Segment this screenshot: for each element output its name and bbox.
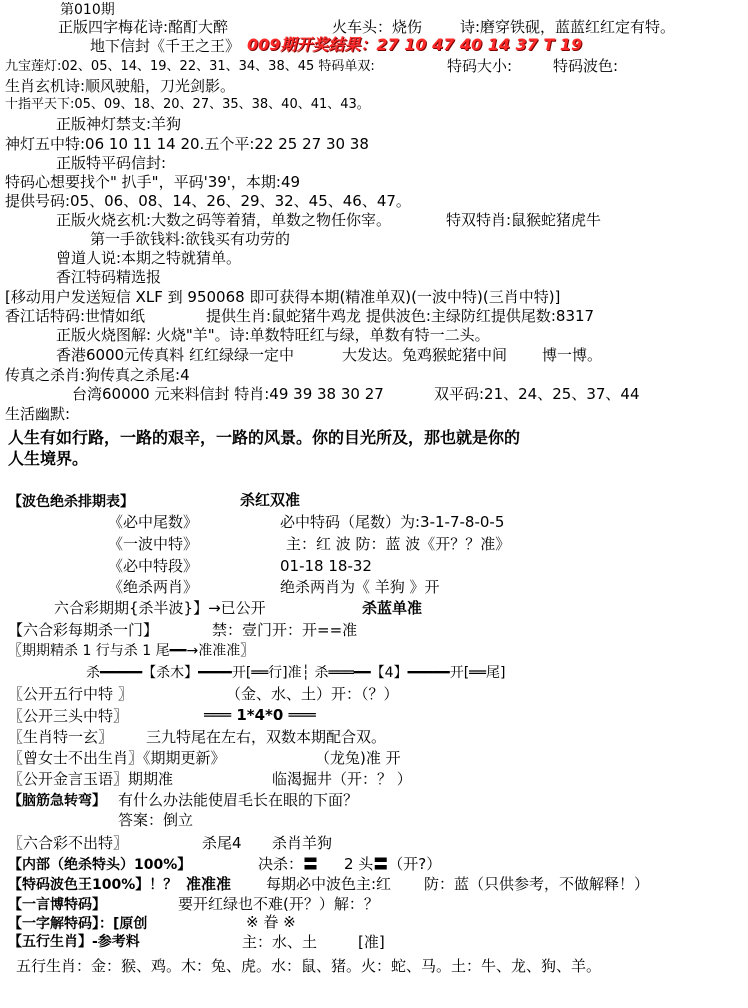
ms-zeng-value: （龙兔)准 开: [315, 749, 401, 767]
plum-poem: 正版四字梅花诗:酩酊大醉: [58, 18, 229, 36]
provided-numbers: 提供号码:05、06、08、14、26、29、32、45、46、47。: [5, 192, 411, 210]
hk-fax: 香港6000元传真料 红红绿绿一定中: [56, 346, 294, 364]
wave-king-main: 每期必中波色主:红: [266, 875, 392, 893]
poem-line: 诗:磨穿铁砚，蓝蓝红红定有特。: [460, 18, 676, 36]
nine-treasure-lamp: 九宝莲灯:02、05、14、19、22、31、34、38、45 特码单双:: [5, 59, 375, 74]
three-heads-value: ═══ 1*4*0 ═══: [204, 706, 316, 724]
hk-fax-b: 大发达。兔鸡猴蛇猪中间: [342, 346, 508, 364]
flat-envelope: 正版特平码信封:: [56, 154, 167, 172]
five-elements: 〖公开五行中特 〗: [8, 685, 133, 703]
segment-label: 《必中特段》: [108, 557, 199, 575]
no-special: 〖六合彩不出特〗: [8, 834, 129, 852]
five-element-zodiac: 【五行生肖】-参考料: [8, 934, 140, 950]
internal-kill: 【内部（绝杀特头）100%】: [8, 857, 192, 873]
wave-label: 《一波中特》: [108, 535, 199, 553]
kill-two-label: 《绝杀两肖》: [108, 578, 199, 596]
double-flat: 双平码:21、24、25、37、44: [434, 385, 640, 403]
sms-promo: [移动用户发送短信 XLF 到 950068 即可获得本期(精准单双)(一波中特)(三肖中特)]: [5, 288, 561, 306]
wave-king-guard: 防：蓝（只供参考，不做解释！）: [424, 875, 650, 893]
kill-tail: 杀尾4: [202, 834, 242, 852]
ms-zeng: 〖曾女士不出生肖〗《期期更新》: [8, 749, 226, 767]
wave-value: 主：红 波 防：蓝 波《开？？准》: [286, 535, 511, 553]
humor-text-2: 人生境界。: [8, 449, 89, 468]
special-thief: 特码心想要找个" 扒手"，平码'39'，本期:49: [5, 173, 301, 191]
three-heads: 〖公开三头中特〗: [8, 707, 129, 725]
kill-zodiac: 杀肖羊狗: [272, 834, 333, 852]
special-color: 特码波色:: [553, 57, 619, 75]
brain-teaser: 【脑筋急转弯】: [8, 793, 106, 809]
one-char-special: 【一字解特码】：[原创: [8, 916, 148, 932]
zodiac-mystery-value: 三九特尾在左右，双数本期配合双。: [146, 728, 387, 746]
fire-mystery: 正版火烧玄机:大数之码等着猜，单数之物任你宰。: [56, 211, 392, 229]
draw-result: 009期开奖结果：27 10 47 40 14 37 T 19: [247, 35, 583, 54]
fax-kill: 传真之杀肖:狗传真之杀尾:4: [5, 366, 190, 384]
train-head: 火车头：烧伤: [332, 18, 423, 36]
zodiac-poem: 生肖玄机诗:顺风驶船，刀光剑影。: [5, 77, 236, 95]
ten-fingers: 十指平天下:05、09、18、20、27、35、38、40、41、43。: [5, 97, 370, 112]
provided-zodiac: 提供生肖:鼠蛇猪牛鸡龙 提供波色:主绿防红提供尾数:8317: [206, 307, 595, 325]
internal-kill-b: 2 头〓（开?）: [344, 855, 442, 873]
golden-words: 〖公开金言玉语〗期期准: [8, 770, 174, 788]
one-word-special: 【一言博特码】: [8, 897, 106, 913]
brain-teaser-a: 答案：倒立: [118, 811, 194, 829]
kill-red: 杀红双准: [240, 491, 301, 509]
five-element-main: 主：水、土: [242, 933, 318, 951]
kill-door-value: 禁：壹门开：开==准: [212, 621, 358, 639]
envelope-title: 地下信封《千王之王》: [90, 37, 241, 55]
five-element-precise: [准]: [358, 933, 385, 951]
brain-teaser-q: 有什么办法能使眉毛长在眼的下面？: [118, 791, 359, 809]
special-size: 特码大小:: [447, 57, 513, 75]
zodiac-mystery: 〖生肖特一玄〗: [8, 728, 114, 746]
kill-row: 杀━━━━━【杀木】━━━━开[══行]准┆ 杀═══━━【4】━━━━━开[══尾]: [86, 665, 506, 681]
precise-kill: 〖期期精杀 1 行与杀 1 尾━━→准准准〗: [8, 643, 255, 659]
fire-diagram: 正版火烧图解: 火烧"羊"。诗:单数特旺红与绿，单数有特一二头。: [56, 326, 490, 344]
xiangjiang-talk: 香江话特码:世情如纸: [5, 307, 146, 325]
wave-king: 【特码波色王100%】！？: [8, 877, 178, 893]
half-wave: 六合彩期期{杀半波}】→已公开: [54, 599, 266, 617]
hk-fax-c: 博一博。: [542, 346, 603, 364]
humor-title: 生活幽默:: [5, 405, 71, 423]
five-elements-value: （金、水、土）开：（？）: [226, 685, 399, 703]
one-char-value: ※ 眷 ※: [246, 913, 296, 931]
wave-table-title: 【波色绝杀排期表】: [8, 494, 134, 510]
internal-kill-a: 决杀：〓: [258, 855, 319, 873]
golden-words-value: 临渴掘井（开：？ ）: [272, 770, 412, 788]
tail-value: 必中特码（尾数）为:3-1-7-8-0-5: [280, 513, 505, 531]
segment-value: 01-18 18-32: [280, 557, 372, 575]
humor-text: 人生有如行路，一路的艰辛，一路的风景。你的目光所及，那也就是你的: [8, 428, 521, 447]
even-zodiac: 特双特肖:鼠猴蛇猪虎牛: [446, 211, 602, 229]
taiwan-envelope: 台湾60000 元来料信封 特肖:49 39 38 30 27: [72, 385, 384, 403]
five-element-list: 五行生肖：金：猴、鸡。木：兔、虎。水：鼠、猪。火：蛇、马。土：牛、龙、狗、羊。: [16, 957, 602, 975]
lamp-forbidden: 正版神灯禁支:羊狗: [56, 115, 182, 133]
tail-label: 《必中尾数》: [108, 513, 199, 531]
taoist-says: 曾道人说:本期之特就猜单。: [56, 249, 242, 267]
kill-blue: 杀蓝单准: [362, 599, 423, 617]
kill-door: 【六合彩每期杀一门】: [8, 621, 159, 639]
wave-king-precise: 准准准: [186, 875, 232, 893]
one-word-special-value: 要开红绿也不难(开？）解：？: [178, 895, 379, 913]
lamp-five: 神灯五中特:06 10 11 14 20.五个平:22 25 27 30 38: [5, 135, 369, 153]
xiangjiang-report: 香江特码精选报: [56, 268, 162, 286]
kill-two-value: 绝杀两肖为《 羊狗 》开: [280, 578, 440, 596]
first-hand: 第一手欲钱料:欲钱买有功劳的: [90, 230, 291, 248]
issue-number: 第010期: [60, 2, 115, 18]
